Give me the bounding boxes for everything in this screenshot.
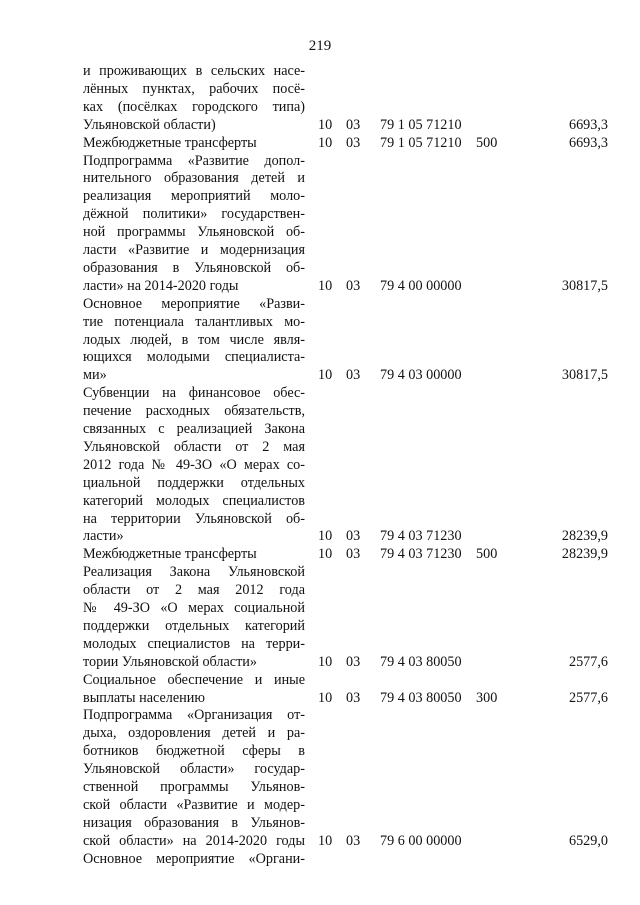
description-line: Основное мероприятие «Органи- [83,850,305,867]
subsection-code: 03 [346,116,361,133]
description-line: ласти» на 2014-2020 годы [83,277,239,294]
section-code: 10 [318,528,333,545]
amount: 2577,6 [568,689,608,706]
subsection-code: 03 [346,832,361,849]
subsection-code: 03 [346,134,361,151]
description-line: Ульяновской области) [83,116,216,133]
subsection-code: 03 [346,528,361,545]
description-line: ющихся молодыми специалиста- [83,349,305,366]
subsection-code: 03 [346,277,361,294]
target-article-code: 79 4 03 80050 [380,653,462,670]
description-line: Социальное обеспечение и иные [83,671,305,688]
description-line: ласти» [83,528,124,545]
description-line: печение расходных обязательств, [83,403,305,420]
target-article-code: 79 1 05 71210 [380,134,462,151]
section-code: 10 [318,367,333,384]
target-article-code: 79 4 03 80050 [380,689,462,706]
description-line: нительного образования детей и [83,170,305,187]
description-line: ках (посёлках городского типа) [83,98,305,115]
amount: 6529,0 [568,832,608,849]
description-line: ботников бюджетной сферы в [83,743,305,760]
target-article-code: 79 4 00 00000 [380,277,462,294]
amount: 6693,3 [568,134,608,151]
description-line: № 49-ЗО «О мерах социальной [83,600,305,616]
description-line: на территории Ульяновской об- [83,510,305,527]
description-line: Основное мероприятие «Разви- [83,295,305,312]
target-article-code: 79 4 03 71230 [380,546,462,563]
section-code: 10 [318,277,333,294]
expense-type-code: 300 [476,689,498,706]
description-line: Ульяновской области от 2 мая [83,438,305,455]
expense-type-code: 500 [476,134,498,151]
subsection-code: 03 [346,546,361,563]
description-line: лённых пунктах, рабочих посё- [83,80,305,97]
description-line: поддержки отдельных категорий [83,617,305,634]
description-line: дёжной политики» государствен- [83,206,305,223]
description-line: Подпрограмма «Организация от- [83,707,305,724]
description-line: ской области» на 2014-2020 годы [83,832,305,849]
amount: 2577,6 [568,653,608,670]
description-line: категорий молодых специалистов [83,492,305,509]
description-line: реализация мероприятий моло- [83,188,305,205]
description-line: ми» [83,367,107,384]
description-line: лодых людей, в том числе явля- [83,331,305,348]
description-line: ласти «Развитие и модернизация [83,242,305,258]
section-code: 10 [318,116,333,133]
description-line: низация образования в Ульянов- [83,814,305,831]
target-article-code: 79 4 03 71230 [380,528,462,545]
description-line: области от 2 мая 2012 года [83,582,305,599]
description-line: ной программы Ульяновской об- [83,224,305,241]
subsection-code: 03 [346,367,361,384]
amount: 6693,3 [568,116,608,133]
page-number: 219 [308,38,332,54]
description-line: Подпрограмма «Развитие допол- [83,152,305,169]
description-line: тие потенциала талантливых мо- [83,313,305,330]
section-code: 10 [318,653,333,670]
section-code: 10 [318,546,333,563]
description-line: связанных с реализацией Закона [83,421,305,437]
description-line: тории Ульяновской области» [83,653,257,670]
description-line: Межбюджетные трансферты [83,134,257,151]
description-line: и проживающих в сельских насе- [83,63,305,79]
description-line: Реализация Закона Ульяновской [83,564,305,581]
subsection-code: 03 [346,653,361,670]
target-article-code: 79 6 00 00000 [380,832,462,849]
section-code: 10 [318,134,333,151]
description-line: выплаты населению [83,689,205,706]
description-line: образования в Ульяновской об- [83,259,305,276]
expense-type-code: 500 [476,546,498,563]
amount: 28239,9 [561,528,608,545]
amount: 30817,5 [561,367,608,384]
description-line: дыха, оздоровления детей и ра- [83,725,305,742]
amount: 28239,9 [561,546,608,563]
description-line: 2012 года № 49-ЗО «О мерах со- [83,456,305,473]
description-line: ственной программы Ульянов- [83,779,305,795]
description-line: молодых специалистов на терри- [83,635,305,652]
description-line: Ульяновской области» государ- [83,761,305,778]
target-article-code: 79 4 03 00000 [380,367,462,384]
section-code: 10 [318,832,333,849]
target-article-code: 79 1 05 71210 [380,116,462,133]
amount: 30817,5 [561,277,608,294]
subsection-code: 03 [346,689,361,706]
description-line: циальной поддержки отдельных [83,474,305,491]
description-line: ской области «Развитие и модер- [83,796,305,813]
section-code: 10 [318,689,333,706]
description-line: Межбюджетные трансферты [83,546,257,563]
description-line: Субвенции на финансовое обес- [83,385,305,402]
